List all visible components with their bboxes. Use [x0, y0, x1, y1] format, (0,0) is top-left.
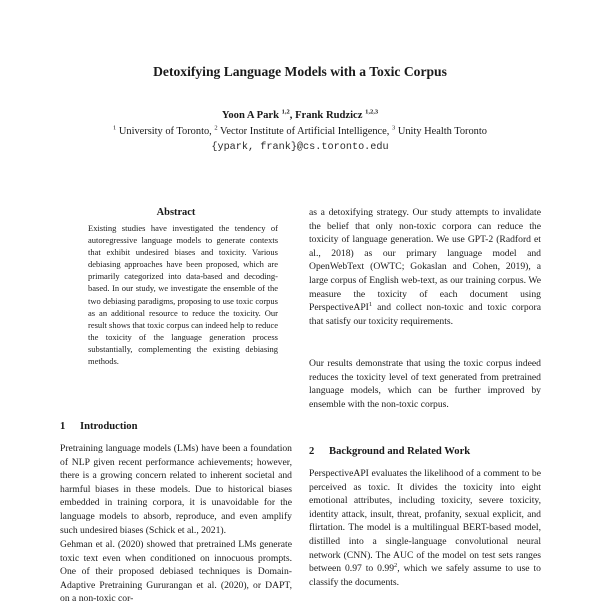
author-name: Frank Rudzicz [295, 110, 363, 121]
author-name: Yoon A Park [221, 110, 279, 121]
footnote-marker: 2 [394, 561, 398, 569]
author-line [0, 110, 600, 121]
paragraph-text: and collect non-toxic and toxic corpora that satisfy our toxicity requirements. [309, 302, 541, 327]
section-title: Introduction [80, 421, 138, 432]
affiliation: Unity Health Toronto [395, 126, 487, 137]
affiliation: University of Toronto, [116, 126, 215, 137]
author-affiliation-marker: 1,2,3 [365, 108, 379, 116]
affiliation-marker: 2 [214, 124, 218, 132]
paragraph-text: as a detoxifying strategy. Our study attempts to invalidate the belief that only non-toxic corpora can reduce the toxicity of language generation. We use GPT-2 (Radford et al., 2018) as our primary language model and OpenWebText (OWTC; Gokaslan and Cohen, 2019), a large corpus of English web-text, as our training corpus. We measure the toxicity of each document using PerspectiveAPI [309, 207, 541, 314]
paragraph-text: PerspectiveAPI evaluates the likelihood of a comment to be perceived as toxic. It divides the toxicity into eight emotional attributes, including toxicity, severe toxicity, identity attack, insult, threat, profanity, sexual explicit, and flirtation. The model is a multilingual BERT-based model, distilled into a single-language convolutional neural network (CNN). The AUC of the model on test sets ranges between 0.97 to 0.99 [309, 468, 541, 575]
section-title: Background and Related Work [329, 446, 471, 457]
abstract-heading: Abstract [156, 207, 196, 218]
section-number: 2 [309, 446, 315, 457]
section-heading-background [309, 446, 470, 457]
affiliation-line [0, 126, 600, 137]
section-heading-introduction [60, 421, 138, 432]
introduction-paragraph: Gehman et al. (2020) showed that pretrained LMs generate toxic text even when conditioned on innocuous prompts. One of their proposed debiased techniques is Domain-Adaptive Pretraining Gururangan et al. (2020), or DAPT, on a non-toxic cor- [60, 539, 292, 605]
affiliation-marker: 1 [113, 124, 117, 132]
background-paragraph [309, 467, 541, 589]
affiliation-marker: 3 [391, 124, 396, 132]
author-email: {ypark, frank}@cs.toronto.edu [211, 142, 389, 153]
paper-title: Detoxifying Language Models with a Toxic Corpus [153, 64, 447, 79]
footnote-marker: 1 [368, 300, 373, 308]
abstract-text: Existing studies have investigated the tendency of autoregressive language models to generate contexts that exhibit undesired biases and toxicity. Various debiasing approaches have been proposed, which are primarily categorized into data-based and decoding-based. In our study, we investigate the ensemble of the two debiasing paradigms, proposing to use toxic corpus as an additional resource to reduce the toxicity. Our result shows that toxic corpus can indeed help to reduce the toxicity of the language generation process substantially, complementing the existing debiasing methods. [88, 223, 279, 367]
right-column-paragraph [309, 206, 541, 328]
introduction-paragraph: Pretraining language models (LMs) have been a foundation of NLP given recent performance achievements; however, there is a growing concern related to inherent societal and harmful biases in these models. Due to historical biases embedded in training corpora, it is unavoidable for the language models to absorb, reproduce, and even amplify such undesired biases (Schick et al., 2021). [60, 443, 292, 536]
section-number: 1 [60, 421, 66, 432]
paragraph-text: , which we safely assume to use to classify the documents. [309, 563, 541, 588]
author-affiliation-marker: 1,2 [281, 108, 290, 116]
affiliation: Vector Institute of Artificial Intelligence, [217, 126, 392, 137]
author-separator: , [289, 110, 296, 121]
right-column-paragraph: Our results demonstrate that using the toxic corpus indeed reduces the toxicity level of text generated from pretrained language models, which can be further improved by ensemble with the non-toxic corpus. [309, 358, 541, 410]
